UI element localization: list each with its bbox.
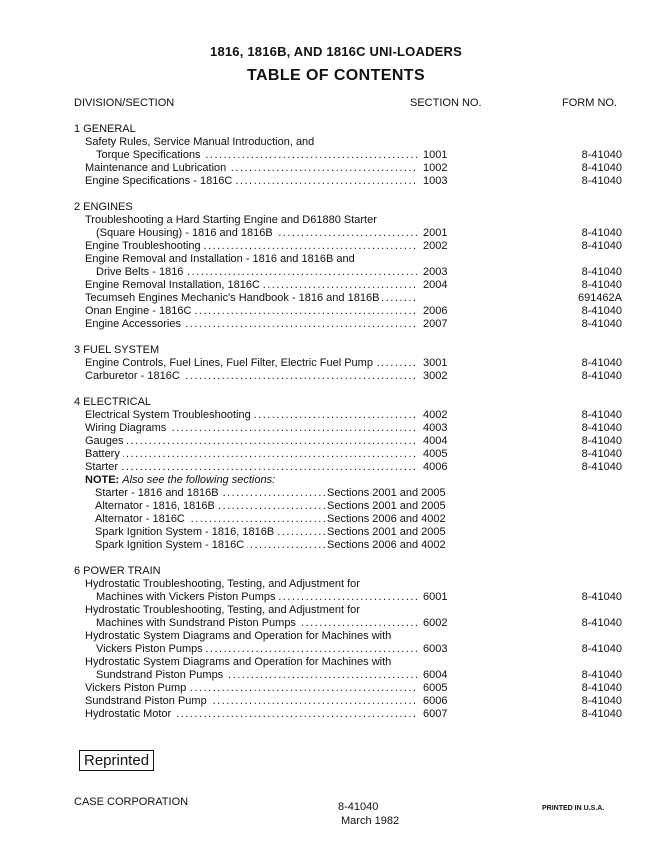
entry-title: Battery — [85, 448, 123, 460]
note-leader — [95, 500, 326, 513]
entry-line: Hydrostatic System Diagrams and Operation for Machines with — [85, 656, 392, 668]
footer-company: CASE CORPORATION — [74, 796, 189, 808]
section-heading: 4 ELECTRICAL — [74, 396, 152, 408]
entry-form-no: 8-41040 — [581, 448, 622, 460]
note-item-label: Spark Ignition System - 1816, 1816B — [95, 526, 277, 538]
entry-line: Hydrostatic Troubleshooting, Testing, and Adjustment for — [85, 604, 360, 616]
entry-title: Drive Belts - 1816 — [96, 266, 186, 278]
reprinted-stamp: Reprinted — [79, 750, 154, 771]
note-item-label: Starter - 1816 and 1816B — [95, 487, 222, 499]
entry-section-no: 4002 — [423, 409, 448, 421]
entry-title: Wiring Diagrams — [85, 422, 169, 434]
toc-heading: TABLE OF CONTENTS — [246, 67, 426, 84]
entry-form-no: 8-41040 — [581, 591, 622, 603]
footer-form-number: 8-41040 — [338, 801, 379, 813]
note-item-ref: Sections 2001 and 2005 — [327, 526, 446, 538]
entry-form-no: 8-41040 — [581, 227, 622, 239]
entry-leader — [85, 448, 418, 461]
note-leader — [95, 487, 326, 500]
entry-leader — [85, 357, 418, 370]
toc-entry — [74, 240, 624, 253]
entry-section-no: 4004 — [423, 435, 448, 447]
section-spacer — [74, 188, 624, 201]
entry-leader — [85, 695, 418, 708]
entry-leader — [85, 162, 418, 175]
entry-line: Hydrostatic Troubleshooting, Testing, and Adjustment for — [85, 578, 360, 590]
entry-title: Vickers Piston Pump — [85, 682, 189, 694]
toc-entry — [74, 591, 624, 604]
entry-form-no: 8-41040 — [581, 617, 622, 629]
entry-title: Machines with Vickers Piston Pumps — [96, 591, 279, 603]
entry-section-no: 4003 — [423, 422, 448, 434]
entry-form-no: 8-41040 — [581, 357, 622, 369]
entry-title: Hydrostatic Motor — [85, 708, 174, 720]
section-spacer — [74, 331, 624, 344]
header-section-no: SECTION NO. — [410, 97, 482, 109]
entry-section-no: 1003 — [423, 175, 448, 187]
section-heading: 2 ENGINES — [74, 201, 133, 213]
toc-entry — [74, 370, 624, 383]
entry-form-no: 8-41040 — [581, 279, 622, 291]
header-form-no: FORM NO. — [562, 97, 617, 109]
entry-line: Troubleshooting a Hard Starting Engine and D61880 Starter — [85, 214, 377, 226]
entry-form-no: 8-41040 — [581, 708, 622, 720]
entry-title: Engine Controls, Fuel Lines, Fuel Filter, Electric Fuel Pump — [85, 357, 376, 369]
entry-section-no: 2002 — [423, 240, 448, 252]
entry-section-no: 6005 — [423, 682, 448, 694]
entry-leader — [85, 292, 418, 305]
note-label: NOTE: — [85, 474, 123, 486]
toc-entry — [74, 175, 624, 188]
entry-form-no: 8-41040 — [581, 162, 622, 174]
toc-entry — [74, 149, 624, 162]
entry-title: Sundstrand Piston Pumps — [96, 669, 226, 681]
note-line — [74, 474, 624, 487]
toc-entry — [74, 227, 624, 240]
toc-entry — [74, 643, 624, 656]
entry-leader — [85, 175, 418, 188]
entry-form-no: 8-41040 — [581, 305, 622, 317]
entry-leader — [96, 227, 418, 240]
entry-leader — [85, 279, 418, 292]
entry-section-no: 6006 — [423, 695, 448, 707]
toc-entry — [74, 435, 624, 448]
entry-form-no: 8-41040 — [581, 240, 622, 252]
toc-entry — [74, 409, 624, 422]
section-heading: 6 POWER TRAIN — [74, 565, 161, 577]
note-item-ref: Sections 2001 and 2005 — [327, 487, 446, 499]
toc-entry — [74, 695, 624, 708]
entry-section-no: 2006 — [423, 305, 448, 317]
entry-section-no: 2003 — [423, 266, 448, 278]
note-item — [74, 487, 624, 500]
toc-body — [74, 123, 624, 721]
toc-entry — [74, 305, 624, 318]
toc-entry — [74, 682, 624, 695]
toc-entry — [74, 357, 624, 370]
toc-entry — [74, 292, 624, 305]
entry-leader — [85, 682, 418, 695]
entry-form-no: 8-41040 — [581, 266, 622, 278]
entry-leader — [96, 266, 418, 279]
entry-line: Engine Removal and Installation - 1816 and 1816B and — [85, 253, 355, 265]
note-item-label: Alternator - 1816C — [95, 513, 188, 525]
entry-form-no: 8-41040 — [581, 370, 622, 382]
entry-section-no: 6004 — [423, 669, 448, 681]
note-item-label: Alternator - 1816, 1816B — [95, 500, 218, 512]
entry-section-no: 2001 — [423, 227, 448, 239]
entry-form-no: 8-41040 — [581, 318, 622, 330]
toc-entry — [74, 669, 624, 682]
entry-form-no: 691462A — [577, 292, 622, 304]
entry-form-no: 8-41040 — [581, 682, 622, 694]
entry-leader — [85, 409, 418, 422]
entry-leader — [96, 591, 418, 604]
note-leader — [95, 526, 326, 539]
entry-title: Vickers Piston Pumps — [96, 643, 206, 655]
entry-section-no: 6007 — [423, 708, 448, 720]
note-leader — [95, 513, 326, 526]
entry-leader — [85, 305, 418, 318]
entry-title: Engine Accessories — [85, 318, 184, 330]
section-spacer — [74, 552, 624, 565]
entry-form-no: 8-41040 — [581, 422, 622, 434]
entry-leader — [96, 669, 418, 682]
entry-title: Sundstrand Piston Pump — [85, 695, 210, 707]
note-item — [74, 539, 624, 552]
entry-form-no: 8-41040 — [581, 461, 622, 473]
note-item-label: Spark Ignition System - 1816C — [95, 539, 247, 551]
entry-title: Engine Removal Installation, 1816C — [85, 279, 263, 291]
entry-leader — [85, 461, 418, 474]
toc-entry — [74, 448, 624, 461]
entry-form-no: 8-41040 — [581, 175, 622, 187]
entry-title: Engine Specifications - 1816C — [85, 175, 235, 187]
toc-entry — [74, 318, 624, 331]
toc-entry — [74, 422, 624, 435]
entry-form-no: 8-41040 — [581, 669, 622, 681]
toc-entry — [74, 162, 624, 175]
entry-title: Maintenance and Lubrication — [85, 162, 229, 174]
entry-form-no: 8-41040 — [581, 409, 622, 421]
entry-line: Hydrostatic System Diagrams and Operation for Machines with — [85, 630, 392, 642]
entry-title: Onan Engine - 1816C — [85, 305, 194, 317]
entry-leader — [85, 240, 418, 253]
section-heading: 1 GENERAL — [74, 123, 136, 135]
entry-title: Machines with Sundstrand Piston Pumps — [96, 617, 299, 629]
entry-section-no: 1001 — [423, 149, 448, 161]
note-text: Also see the following sections: — [122, 474, 276, 486]
entry-section-no: 3002 — [423, 370, 448, 382]
entry-section-no: 2007 — [423, 318, 448, 330]
note-item-ref: Sections 2006 and 4002 — [327, 539, 446, 551]
toc-entry — [74, 461, 624, 474]
note-item — [74, 526, 624, 539]
entry-title: Torque Specifications — [96, 149, 204, 161]
entry-title: Electrical System Troubleshooting — [85, 409, 254, 421]
toc-entry — [74, 266, 624, 279]
entry-leader — [96, 643, 418, 656]
entry-form-no: 8-41040 — [581, 149, 622, 161]
entry-leader — [85, 435, 418, 448]
entry-section-no: 1002 — [423, 162, 448, 174]
entry-title: Gauges — [85, 435, 127, 447]
note-leader — [95, 539, 326, 552]
entry-section-no: 4006 — [423, 461, 448, 473]
note-item-ref: Sections 2001 and 2005 — [327, 500, 446, 512]
section-spacer — [74, 383, 624, 396]
entry-leader — [85, 708, 418, 721]
note-item-ref: Sections 2006 and 4002 — [327, 513, 446, 525]
entry-section-no: 3001 — [423, 357, 448, 369]
entry-leader — [85, 422, 418, 435]
entry-title: (Square Housing) - 1816 and 1816B — [96, 227, 276, 239]
toc-entry — [74, 617, 624, 630]
section-heading: 3 FUEL SYSTEM — [74, 344, 160, 356]
entry-section-no: 6002 — [423, 617, 448, 629]
entry-section-no: 6001 — [423, 591, 448, 603]
entry-leader — [85, 318, 418, 331]
entry-line: Safety Rules, Service Manual Introduction, and — [85, 136, 315, 148]
toc-entry — [74, 279, 624, 292]
entry-title: Engine Troubleshooting — [85, 240, 204, 252]
footer-printed-in: PRINTED IN U.S.A. — [542, 805, 605, 812]
entry-leader — [96, 149, 418, 162]
entry-leader — [96, 617, 418, 630]
entry-section-no: 6003 — [423, 643, 448, 655]
entry-form-no: 8-41040 — [581, 695, 622, 707]
note-item — [74, 513, 624, 526]
header-division-section: DIVISION/SECTION — [74, 97, 175, 109]
entry-form-no: 8-41040 — [581, 643, 622, 655]
document-title: 1816, 1816B, AND 1816C UNI-LOADERS — [210, 44, 462, 59]
entry-form-no: 8-41040 — [581, 435, 622, 447]
note-item — [74, 500, 624, 513]
entry-section-no: 4005 — [423, 448, 448, 460]
footer-date: March 1982 — [341, 815, 400, 827]
entry-title: Starter — [85, 461, 121, 473]
entry-leader — [85, 370, 418, 383]
entry-title: Carburetor - 1816C — [85, 370, 183, 382]
toc-entry — [74, 708, 624, 721]
entry-section-no: 2004 — [423, 279, 448, 291]
entry-title: Tecumseh Engines Mechanic's Handbook - 1816 and 1816B — [85, 292, 382, 304]
